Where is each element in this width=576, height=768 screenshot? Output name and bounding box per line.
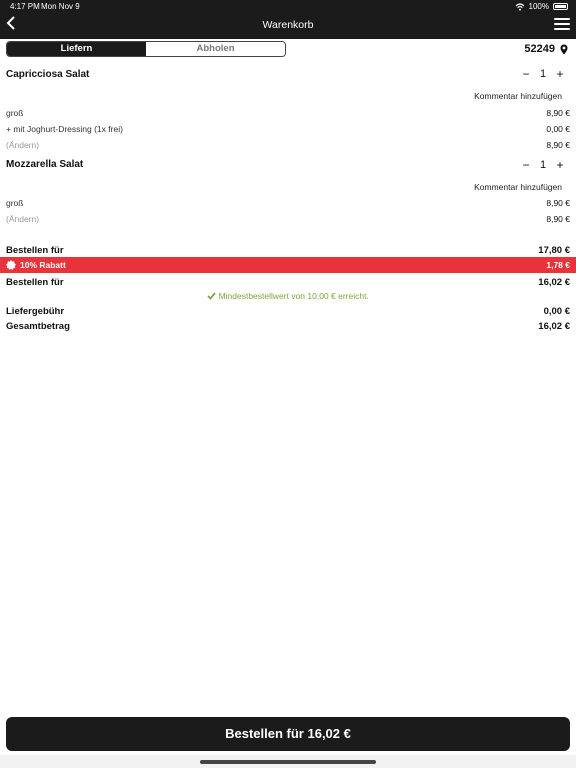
top-bar	[0, 0, 576, 39]
decrease-button[interactable]: −	[522, 158, 530, 172]
item-quantity: 1	[539, 68, 547, 80]
hamburger-icon	[554, 18, 570, 20]
status-right	[515, 2, 568, 11]
discount-value: 1,78 €	[546, 260, 570, 270]
home-indicator	[200, 760, 376, 764]
zip-location[interactable]	[524, 43, 568, 55]
add-comment-link[interactable]: Kommentar hinzufügen	[474, 91, 562, 101]
option-price: 8,90 €	[546, 198, 570, 208]
item-subtotal: 8,90 €	[546, 140, 570, 150]
discount-label: 10% Rabatt	[20, 260, 66, 270]
battery-icon	[553, 3, 568, 10]
add-comment-link[interactable]: Kommentar hinzufügen	[474, 182, 562, 192]
delivery-mode-toggle	[6, 41, 286, 57]
delivery-fee-value: 0,00 €	[543, 306, 570, 317]
option-price: 8,90 €	[546, 108, 570, 118]
status-time: 4:17 PM	[10, 2, 40, 11]
after-discount-value: 16,02 €	[538, 277, 570, 288]
status-date: Mon Nov 9	[41, 2, 80, 11]
discount-row	[0, 257, 576, 273]
item-name: Capricciosa Salat	[6, 69, 90, 80]
order-for-value: 17,80 €	[538, 245, 570, 256]
badge-icon	[6, 260, 16, 270]
delivery-fee-label: Liefergebühr	[6, 306, 65, 317]
battery-percent: 100%	[528, 2, 549, 11]
wifi-icon	[515, 3, 525, 11]
change-item-link[interactable]: (Ändern)	[6, 140, 40, 150]
quantity-stepper	[518, 67, 568, 81]
location-pin-icon	[560, 44, 568, 55]
item-name: Mozzarella Salat	[6, 159, 84, 170]
change-item-link[interactable]: (Ändern)	[6, 214, 40, 224]
page-title: Warenkorb	[262, 19, 314, 31]
quantity-stepper	[518, 158, 568, 172]
checkmark-icon	[207, 292, 216, 300]
order-for-label: Bestellen für	[6, 245, 64, 256]
option-price: 0,00 €	[546, 124, 570, 134]
menu-button[interactable]	[554, 18, 570, 30]
total-label: Gesamtbetrag	[6, 321, 70, 332]
total-value: 16,02 €	[538, 321, 570, 332]
option-label: groß	[6, 198, 24, 208]
option-label: groß	[6, 108, 24, 118]
zip-code: 52249	[524, 43, 555, 55]
increase-button[interactable]: +	[556, 67, 564, 81]
tab-pickup[interactable]: Abholen	[146, 42, 285, 56]
min-order-text: Mindestbestellwert von 10,00 € erreicht.	[218, 291, 369, 301]
tab-deliver[interactable]: Liefern	[7, 42, 146, 56]
item-quantity: 1	[539, 159, 547, 171]
order-button[interactable]: Bestellen für 16,02 €	[6, 717, 570, 751]
after-discount-label: Bestellen für	[6, 277, 64, 288]
item-subtotal: 8,90 €	[546, 214, 570, 224]
decrease-button[interactable]: −	[522, 67, 530, 81]
increase-button[interactable]: +	[556, 158, 564, 172]
min-order-note	[0, 291, 576, 301]
option-label: + mit Joghurt-Dressing (1x frei)	[6, 124, 123, 134]
